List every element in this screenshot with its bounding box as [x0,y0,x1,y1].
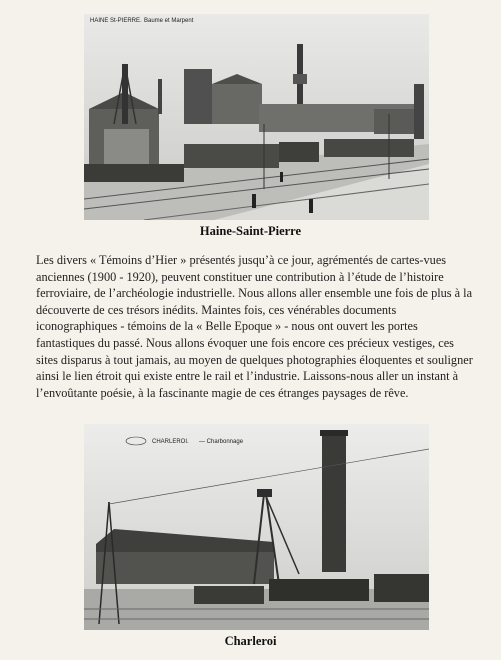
photo2-label-subject: — Charbonnage [199,439,244,445]
caption-charleroi: Charleroi [224,634,277,648]
photo-charleroi-drawing [84,424,429,630]
photo2-label-place: CHARLEROI. [152,439,189,445]
caption-haine-saint-pierre: Haine-Saint-Pierre [199,224,302,238]
photo-charleroi [84,424,429,630]
photo1-label-place: HAINE St-PIERRE. [90,18,142,24]
photo-haine-saint-pierre [84,14,429,220]
photo-haine-saint-pierre-drawing [84,14,429,220]
body-paragraph: Les divers « Témoins d’Hier » présentés jusqu’à ce jour, agrémentés de cartes-vues anciennes (1900 - 1920), peuvent constituer une contribution à l’étude de l’histoire ferroviaire, de l’archéologie industrielle. Nous allons aller ensemble une fois de plus à la découverte de ces trésors inédits. Maintes fois, ces vénérables documents iconographiques - témoins de la « Belle Epoque » - nous ont ouvert les portes fantastiques du passé. Nous allons évoquer une fois encore ces précieux vestiges, ces sites disparus à tout jamais, au moyen de quelques photographies éloquentes et souligner ainsi le lien étroit qui existe entre le rail et l’industrie. Laissons-nous aller un instant à l’envoûtante poésie, à la fascinante magie de ces étranges paysages de rêve. [36,253,473,400]
photo1-label-subject: Baume et Marpent [144,18,194,24]
